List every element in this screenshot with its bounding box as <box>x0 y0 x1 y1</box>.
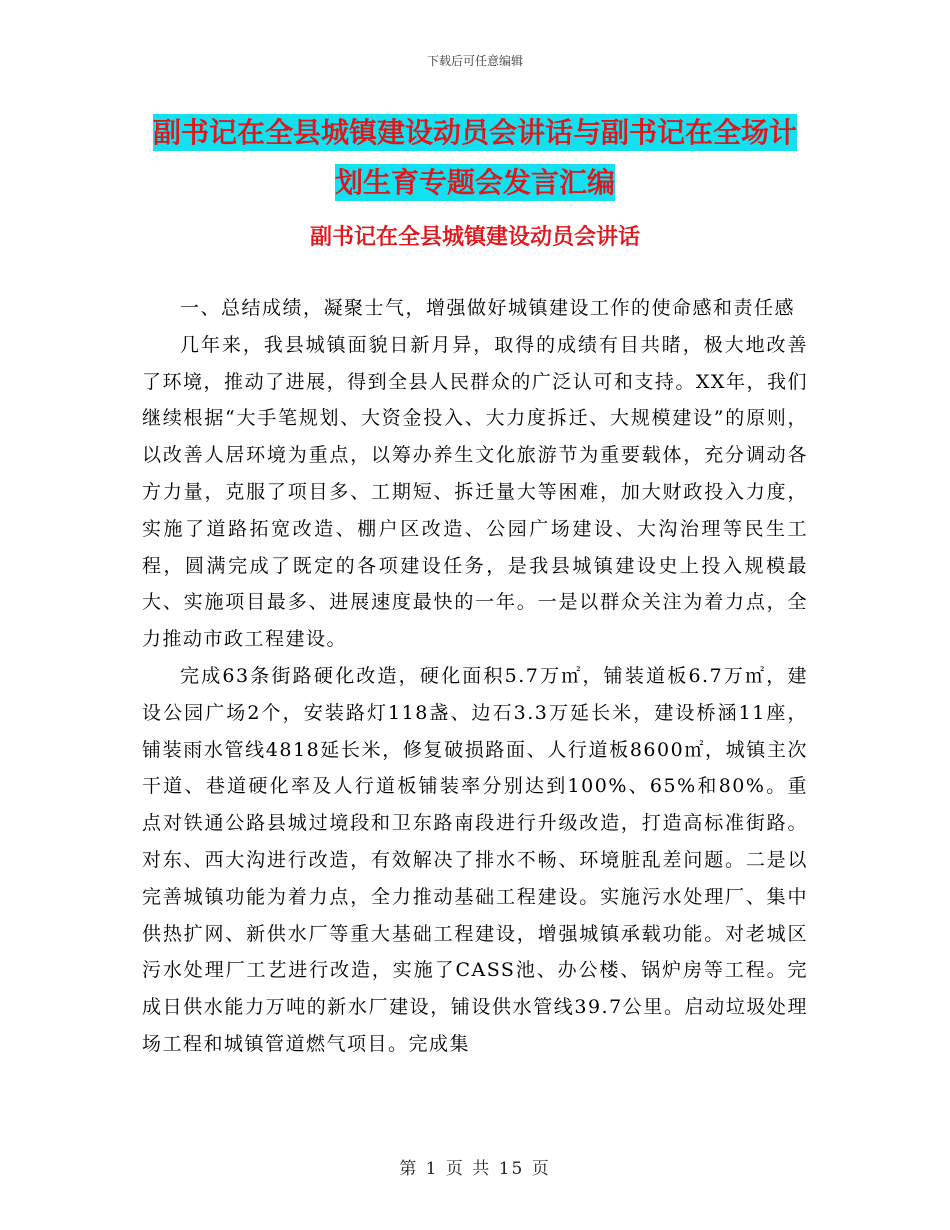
paragraph: 几年来，我县城镇面貌日新月异，取得的成绩有目共睹，极大地改善了环境，推动了进展，得到全县人民群众的广泛认可和支持。XX年，我们继续根据“大手笔规划、大资金投入、大力度拆迁、大规模建设”的原则，以改善人居环境为重点，以筹办养生文化旅游节为重要载体，充分调动各方力量，克服了项目多、工期短、拆迁量大等困难，加大财政投入力度，实施了道路拓宽改造、棚户区改造、公园广场建设、大沟治理等民生工程，圆满完成了既定的各项建设任务，是我县城镇建设史上投入规模最大、实施项目最多、进展速度最快的一年。一是以群众关注为着力点，全力推动市政工程建设。 <box>142 333 808 651</box>
page-number: 第 1 页 共 15 页 <box>399 1159 551 1179</box>
document-main-title <box>140 108 810 208</box>
document-body <box>142 290 808 1063</box>
section-title: 副书记在全县城镇建设动员会讲话 <box>309 225 640 250</box>
main-title-line-1: 副书记在全县城镇建设动员会讲话与副书记在全场计 <box>152 116 797 149</box>
paragraph-heading: 一、总结成绩，凝聚士气，增强做好城镇建设工作的使命感和责任感 <box>180 297 796 319</box>
main-title-line-2: 划生育专题会发言汇编 <box>334 166 615 199</box>
page-header-note: 下载后可任意编辑 <box>426 54 523 68</box>
paragraph: 完成63条街路硬化改造，硬化面积5.7万㎡，铺装道板6.7万㎡，建设公园广场2个，安装路灯118盏、边石3.3万延长米，建设桥涵11座，铺装雨水管线4818延长米，修复破损路面、人行道板8600㎡，城镇主次干道、巷道硬化率及人行道板铺装率分别达到100%、65%和80%。重点对铁通公路县城过境段和卫东路南段进行升级改造，打造高标准街路。对东、西大沟进行改造，有效解决了排水不畅、环境脏乱差问题。二是以完善城镇功能为着力点，全力推动基础工程建设。实施污水处理厂、集中供热扩网、新供水厂等重大基础工程建设，增强城镇承载功能。对老城区污水处理厂工艺进行改造，实施了CASS池、办公楼、锅炉房等工程。完成日供水能力万吨的新水厂建设，铺设供水管线39.7公里。启动垃圾处理场工程和城镇管道燃气项目。完成集 <box>142 664 808 1055</box>
